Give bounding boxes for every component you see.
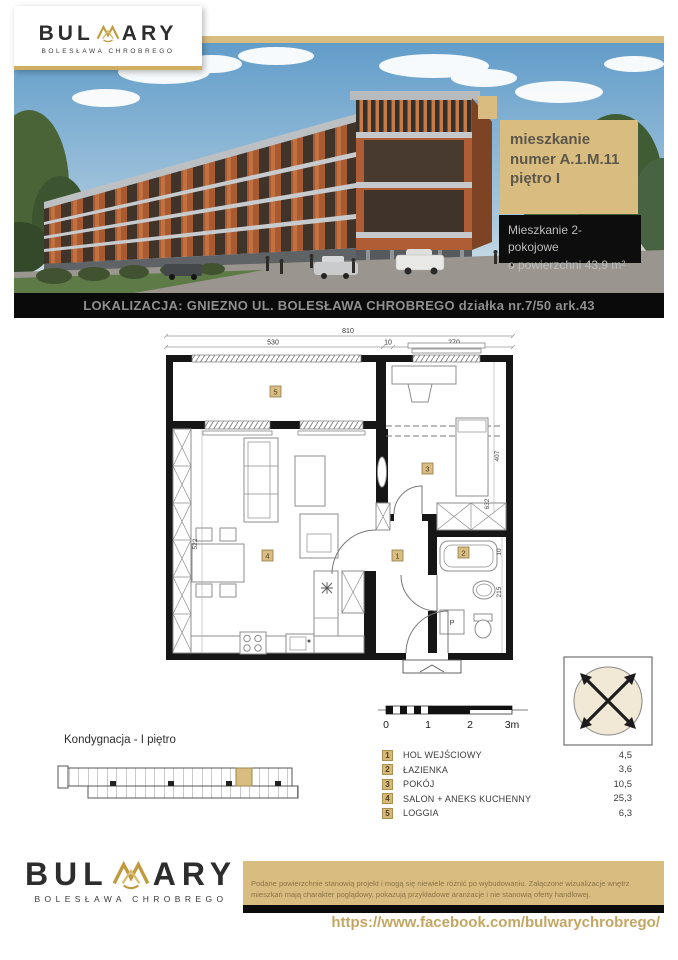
closet [437, 503, 506, 530]
room-tag-5: 5 [273, 387, 278, 397]
dim-total: 810 [342, 328, 354, 335]
dim-632: 632 [484, 498, 491, 510]
tower-side [472, 98, 492, 250]
room-tag-3: 3 [425, 464, 430, 474]
legend-row [382, 777, 632, 792]
room-tag-2: 2 [461, 548, 466, 558]
legend-area: 4,5 [618, 749, 632, 761]
facebook-url-link[interactable]: https://www.facebook.com/bulwarychrobrego/ [331, 914, 660, 931]
kitchen-counter [191, 636, 364, 653]
footer-logo-subtitle: BOLESŁAWA CHROBREGO [34, 894, 228, 904]
legend-row [382, 806, 632, 821]
legend-num: 4 [382, 793, 393, 804]
dim-530: 530 [267, 339, 279, 347]
unit-line2: numer A.1.M.11 [510, 150, 620, 168]
chair [220, 584, 236, 597]
unit-line3: piętro I [510, 170, 561, 187]
dim-bath-10: 10 [496, 548, 503, 556]
scale-0: 0 [383, 719, 389, 731]
scale-2: 2 [467, 719, 473, 731]
gold-accent-chip [478, 96, 497, 119]
logo-word-right: ARY [121, 21, 178, 45]
legend-area: 10,5 [613, 778, 632, 790]
desk [392, 366, 456, 384]
armchair [300, 514, 338, 558]
legend-name: SALON + ANEKS KUCHENNY [403, 793, 532, 804]
legend-row [382, 748, 632, 763]
legend-num: 1 [382, 750, 393, 761]
dining-table [192, 544, 244, 582]
chair [220, 528, 236, 541]
scale-1: 1 [425, 719, 431, 731]
info-line1: Mieszkanie 2-pokojowe [508, 223, 583, 255]
footer-logo [26, 856, 236, 904]
logo-word-left: BUL [38, 21, 94, 45]
gold-strip [150, 36, 664, 43]
unit-line1: mieszkanie [510, 131, 591, 148]
legend-name: LOGGIA [403, 808, 439, 819]
sofa [244, 438, 278, 522]
logo-word-left: BUL [24, 856, 109, 892]
legend-num: 5 [382, 808, 393, 819]
storey-key-plan [50, 758, 300, 808]
compass-icon [562, 655, 654, 747]
sliding-door [378, 457, 387, 487]
scale-bar [378, 696, 528, 736]
logo-subtitle: BOLESŁAWA CHROBREGO [41, 47, 175, 55]
brand-logo [39, 22, 178, 46]
floor-plan [158, 326, 526, 678]
washer-label: P [449, 618, 455, 627]
logo-word-right: ARY [152, 856, 238, 892]
entrance-porch [403, 660, 461, 673]
furniture [173, 366, 506, 654]
brand-logo-box [14, 6, 202, 70]
crown-icon [110, 860, 152, 890]
tower-roof [350, 91, 480, 100]
legend-area: 3,6 [618, 764, 632, 776]
toilet [475, 620, 491, 638]
tower-pergola [356, 98, 472, 132]
room-tag-1: 1 [395, 551, 400, 561]
location-bar: LOKALIZACJA: GNIEZNO UL. BOLESŁAWA CHROBREGO działka nr.7/50 ark.43 [14, 293, 664, 318]
balcony-1 [364, 140, 464, 182]
stove [240, 632, 266, 654]
legend-area: 6,3 [618, 807, 632, 819]
footer-brand-logo [25, 856, 237, 893]
dim-522: 522 [192, 538, 199, 550]
footer-divider-bar [243, 905, 664, 913]
legend-name: POKÓJ [403, 779, 435, 790]
legend-row [382, 763, 632, 778]
legend-name: HOL WEJŚCIOWY [403, 750, 482, 761]
dim-407: 407 [494, 450, 501, 462]
scale-labels [383, 719, 519, 731]
scale-3m: 3m [504, 719, 520, 731]
storey-label: Kondygnacja - I piętro [64, 734, 176, 746]
fridge [314, 571, 338, 636]
crown-icon [95, 24, 121, 43]
unit-info-box [499, 215, 641, 272]
desk-chair [408, 384, 432, 402]
unit-number-box [500, 120, 638, 214]
bed [456, 418, 488, 496]
legend-name: ŁAZIENKA [403, 764, 449, 775]
balcony-2 [364, 190, 464, 232]
legend-row [382, 792, 632, 807]
windows [192, 343, 485, 435]
room-tag-4: 4 [265, 551, 270, 561]
info-line2: o powierzchni 43,9 m² [508, 257, 626, 272]
highlighted-unit [236, 768, 252, 786]
chair [196, 584, 212, 597]
fridge-snowflake-icon [321, 582, 333, 594]
coffee-table [295, 456, 325, 506]
dim-10: 10 [384, 339, 392, 347]
room-legend [382, 748, 632, 821]
legend-num: 2 [382, 764, 393, 775]
dim-215: 215 [496, 586, 503, 598]
legend-area: 25,3 [613, 793, 632, 805]
legend-num: 3 [382, 779, 393, 790]
disclaimer-box: Podane powierzchnie stanowią projekt i mogą się niewiele różnić po wybudowaniu. Załączone wizualizacje wnętrz mieszkań mają charakter poglądowy, pokazują przykładowe aranżacje i nie stanowią oferty handlowej. [243, 861, 664, 905]
